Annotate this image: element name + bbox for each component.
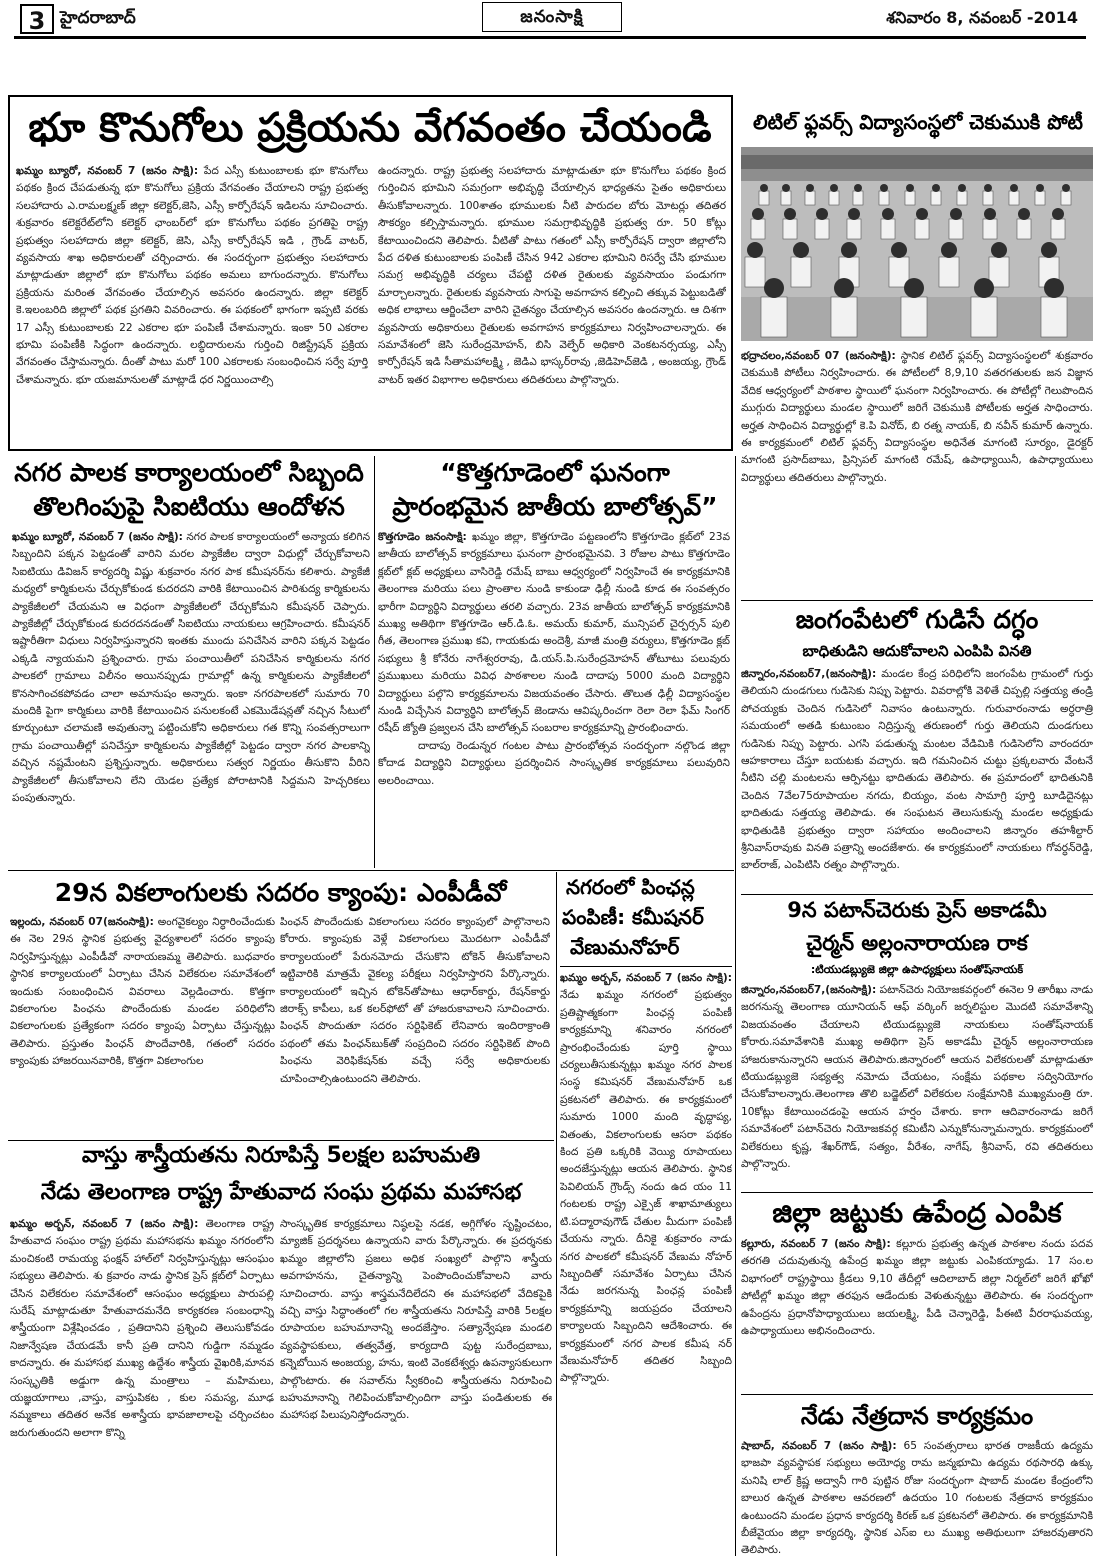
body-text: మండల కేంద్ర పరిధిలోని జంగంపేట గ్రామంలో గుర్తు తెలియని దుండగులు గుడిసెకు నిప్పు పెట్టారు. వివరాల్లోకి వెళితే చిప్పల్లి సత్తయ్య తండ్రి పోచయ్యకు చెందిన గుడిసెలో నివాసం ఉంటున్నారు. గురువారంనాడు అర్ధరాత్రి సమయంలో అతడి కుటుంబం నిద్రిస్తున్న తరుణంలో గుర్తు తెలియని దుండగులు గుడిసెకు నిప్పు పెట్టారు. ఎగసి పడుతున్న మంటల వేడిమికి గుడిసెలోని వారందరూ ఆహకారాలు చేస్తూ బయటకు వచ్చారు. ఇది గమనించిన చుట్టు ప్రక్కలవారు వేంటనే నీటిని చల్లి మంటలను ఆర్పినట్టు భాదితుడు తెలిపారు. ఈ ప్రమాదంలో భాదితునికి చెందిన 7వేల75రూపాయల నగదు, బియ్యం, వంట సామాగ్రి పూర్తి బూడిదైనట్లు భాదితుడు సత్తయ్య తెలిపాడు. ఈ సంఘటన తెలుసుకున్న మండల అధ్యక్షుడు భాధితుడికి ప్రభుత్వం ద్వారా సహాయం అందించాలని జిన్నారం తహశీల్దార్ శ్రీనివాస్‌రావుకు వినతి పత్రాన్ని అందజేశారు. ఈ కార్యక్రమంలో నాయకులు గోవర్ధన్‌రెడ్డి, బాల్‌రాజ్, ఎంపిటిసి రత్నం పాల్గొన్నారు.	[741, 668, 1093, 872]
column-divider	[556, 872, 557, 1556]
body-text: కల్లూరు ప్రభుత్వ ఉన్నత పాఠశాల నందు పదవ తరగతి చదువుతున్న ఉపేంద్ర ఖమ్మం జిల్లా జట్టుకు ఎంపికయ్యాడు. 17 సం.ల విభాగంలో రాష్ట్రస్థాయి క్రీడలు 9,10 తేదీల్లో ఆదిలాబాద్ జిల్లా నిర్మల్‌లో జరిగే ఖోఖో పోటీల్లో ఖమ్మం జిల్లా తరఫున ఆడేందుకు వెళుతున్నట్టు తెలిపారు. ఈ సందర్భంగా ఉపేంద్రను ప్రధానోపాధ్యాయులు జయలక్ష్మి, పీడి చెన్నారెడ్డి, పీఈటి వీరరాఘవయ్య, ఉపాధ్యాయులు అభినందించారు.	[741, 1238, 1093, 1338]
section-rule	[741, 1192, 1093, 1193]
dateline: భద్రాచలం,నవంబర్ 07 (జనంసాక్షి):	[741, 350, 896, 362]
headline-press-academy-line1: 9న పటాన్‌చెరుకు ప్రెస్ అకాడమీ	[787, 898, 1047, 922]
headline-upendra-selection: జిల్లా జట్టుకు ఉపేంద్ర ఎంపిక	[772, 1198, 1062, 1229]
dateline: షాబాద్, నవంబర్ 7 (జనం సాక్షి):	[741, 1440, 897, 1452]
headline-pension-distribution-line1: నగరంలో పింఛన్ల	[566, 876, 695, 899]
headline-citu-protest-line2: తొలగింపుపై సిఐటియు ఆందోళన	[33, 493, 345, 521]
issue-date: శనివారం 8, నవంబర్ -2014	[886, 8, 1078, 27]
article-land-purchase-col1	[16, 163, 368, 445]
headline-citu-protest-line1: నగర పాలక కార్యాలయంలో సిబ్బంది	[14, 459, 364, 487]
body-text: స్థానిక లిటిల్ ఫ్లవర్స్ విద్యాసంస్థలలో శుక్రవారం చెకుముకి పోటీలు నిర్వహించారు. ఈ పోటీలలో 8,9,10 వతరగతులకు జన విజ్ఞాన వేదిక ఆధ్వర్యంలో పాఠశాల స్థాయిలో ఘనంగా నిర్వహించారు. ఈ పోటీల్లో గెలుపొందిన ముగ్గురు విద్యార్థులు మండల స్థాయిలో జరిగే చెకుముకి పోటీలకు అర్హత సాధించారు. అర్హత సాధించిన విద్యార్థుల్లో కె.పి వినోద్, బి రత్న నాయక్, బి నవీన్ కుమార్ ఉన్నారు. ఈ కార్యక్రమంలో లిటిల్ ఫ్లవర్స్ విద్యాసంస్థల అధినేత మాగంటి సూర్యం, డైరక్టర్ మాగంటి ప్రసాద్‌బాబు, ప్రిన్సిపల్ మాగంటి రమేష్, ఉపాధ్యాయినీ, ఉపాధ్యాయులు విద్యార్థులు తదితరులు పాల్గొన్నారు.	[741, 350, 1093, 484]
students-exam-photo	[741, 147, 1093, 341]
headline-land-purchase: భూ కొనుగోలు ప్రక్రియను వేగవంతం చేయండి	[28, 105, 712, 151]
headline-chekumuki-contest: లిటిల్ ఫ్లవర్స్ విద్యాసంస్థలో చెకుముకి పోటీ	[752, 110, 1083, 134]
subhead-press-academy: :టియుడబ్ల్యుజె జిల్లా ఉపాధ్యక్షులు సంతోష్‌నాయక్	[810, 964, 1024, 976]
article-sadaram-camp-col1	[10, 914, 275, 1140]
article-vaastu-challenge-col1	[10, 1216, 274, 1556]
body-text: 65 సంవత్సరాలు భారత రాజకీయ ఉద్యమ భాజపా వ్యవస్థాపక సభ్యులు అయోధ్య రామ జన్మభూమి ఉద్యమ రథసారధి ఉక్కు మనిషి లాల్ క్రిష్ణ అద్వానీ గారి పుట్టిన రోజు సందర్భంగా షాబాద్ మండల కేంద్రంలోని బాలుర ఉన్నత పాఠశాల ఆవరణలో ఉదయం 10 గంటలకు నేత్రదాన కార్యక్రమం ఉంటుందని మండల ప్రధాన కార్యదర్శి కిరణ్ ఒక ప్రకటనలో తెలిపారు. ఈ కార్యక్రమానికి బీజేవైయం జిల్లా కార్యదర్శి, స్థానిక ఎస్ఐ లు ముఖ్య అతిథులుగా హాజరవుతారని తెలిపారు.	[741, 1440, 1093, 1557]
body-text: అంగవైకల్యం నిర్ధారించేందుకు ఈ నెల 29న స్థానిక ప్రభుత్వ వైద్యశాలలో సదరం క్యాంపు నిర్వహిస్తున్నట్లు ఎంపీడీవో నారాయణమ్మ తెలిపారు. బుధవారం స్థానిక కార్యాలయంలో ఏర్పాటు చేసిన విలేకరుల సమావేశంలో ఇందుకు సంబంధించిన వివరాలు వెల్లడించారు. కొత్తగా వికలాంగుల పింఛను పొందేందుకు మండల పరిధిలోని వికలాంగులకు ప్రత్యేకంగా సదరం క్యాంపు ఏర్పాటు చేస్తున్నట్లు తెలిపారు. ప్రస్తుతం పింఛన్ పొందేవారికి, గతంలో సదరం క్యాంపుకు హాజరయినవారికి, కొత్తగా వికలాంగుల	[10, 916, 275, 1068]
article-upendra-selection	[741, 1236, 1093, 1394]
dateline: ఖమ్మం అర్బన్, నవంబర్ 7 (జనం సాక్షి):	[10, 1218, 199, 1230]
column-divider	[374, 456, 375, 868]
newspaper-logo: జనంసాక్షి	[482, 2, 622, 32]
column-divider	[735, 456, 736, 1556]
article-chekumuki-contest	[741, 348, 1093, 598]
section-rule	[741, 894, 1093, 895]
dateline: జిన్నారం,నవంబర్7,(జనంసాక్షి):	[741, 984, 877, 996]
headline-balotsav-line2: ప్రారంభమైన జాతీయ బాలోత్సవ్”	[392, 493, 718, 521]
body-text: పింఛన్ పొందేందుకు వికలాంగులు సదరం క్యాంపులో పాల్గొనాలని కోరారు. క్యాంపుకు వెళ్లే వికలాంగులు మొదటగా ఎంపీడీవో కార్యాలయంలో పేరునమోదు చేసుకొని టోకెన్ తీసుకోవాలని ఇట్టివారికి మాత్రమే వైకల్య పరీక్షలు నిర్వహిస్తారని పేర్కొన్నారు. కార్యాలయంలో ఇచ్చిన టోకెన్‌తోపాటు ఆధార్‌కార్డు, రేషన్‌కార్డు జిరాక్స్ కాపీలు, ఒక కలర్‌ఫోటో తో హాజరుకావాలని సూచించారు. పింఛన్ పొందుతూ సదరం సర్టిఫికెట్ లేనివారు ఇందిరాక్రాంతి పథంలో తమ పింఛన్‌బుక్‌తో సంప్రదించి సదరం సర్టిఫికెట్ పొంది పింఛను వెరిఫికేషన్‌కు వచ్చే సర్వే అధికారులకు చూపించాల్సిఉంటుందని తెలిపారు.	[280, 916, 550, 1085]
body-text: పేద ఎస్సీ కుటుంబాలకు భూ కొనుగోలు పథకం క్రింద చేపడుతున్న భూ కొనుగోలు ప్రక్రియ వేగవంతం చేయాలని రాష్ట్ర ప్రభుత్వ సలహాదారు ఎ.రామలక్ష్మణ్ జిల్లా కలెక్టర్,జెసి, ఎస్సీ కార్పోరేషన్ ఇడిలను సూచించారు. శుక్రవారం కలెక్టరేట్‌లోని కలెక్టర్ ఛాంబర్‌లో భూ కొనుగోలు పథకం ప్రగతిపై రాష్ట్ర ప్రభుత్వం సలహాదారు జిల్లా కలెక్టర్, జెసి, ఎస్సీ కార్పోరేషన్ ఇడి , గ్రౌండ్ వాటర్, వ్యవసాయ శాఖ అధికారులతో చర్చించారు. ఈ సందర్భంగా ప్రభుత్వం సలహాదారు మాట్లాడుతూ జిల్లాలో భూ కొనుగోలు పథకం అమలు బాగుందన్నారు. కొనుగోలు ప్రక్రియను మరింత వేగవంతం చేయాల్సిన అవసరం ఉందన్నారు. జిల్లా కలెక్టర్ కె.ఇలంబరిది జిల్లాలో పథక ప్రగతిని వివరించారు. ఈ పథకంలో భాగంగా ఇప్పటి వరకు 17 ఎస్సీ కుటుంబాలకు 22 ఎకరాల భూ పంపిణీ చేశామన్నారు. ఇంకా 50 ఎకరాల భూమి పంపిణీకి సిద్ధంగా ఉందన్నారు. లబ్ధిదారులను గుర్తించి రిజిస్ట్రేషన్ ప్రక్రియ వేగవంతం చేస్తామన్నారు. దీంతో పాటు మరో 100 ఎకరాలకు సంబంధించిన సర్వే పూర్తి చేశామన్నారు. భూ యజమానులతో మాట్లాడే ధర నిర్ణయించాల్సి	[16, 165, 368, 386]
article-hut-fire	[741, 666, 1093, 894]
headline-vaastu-challenge-line1: వాస్తు శాస్త్రీయతను నిరూపిస్తే 5లక్షల బహుమతి	[81, 1143, 481, 1168]
dateline: ఇల్లందు, నవంబర్ 07(జనంసాక్షి):	[10, 916, 154, 928]
headline-vaastu-challenge-line2: నేడు తెలంగాణ రాష్ట్ర హేతువాద సంఘ ప్రథమ మహాసభ	[40, 1180, 522, 1205]
body-text: పటాన్‌చెరు నియోజకవర్గంలో ఈనెల 9 తారీఖు నాడు జరగనున్న తెలంగాణ యూనియన్ ఆఫ్ వర్కింగ్ జర్నలిస్టుల మొదటి సమావేశాన్ని విజయవంతం చేయాలని టియుడబ్ల్యుజె నాయకులు సంతోష్‌నాయక్ కోరారు.సమావేశానికి ముఖ్య అతిథిగా ప్రెస్ అకాడమీ చైర్మన్ అల్లంనారాయణ హాజరుకానున్నారని ఆయన తెలిపారు.జిన్నారంలో ఆయన విలేకరులతో మాట్లాడుతూ టియుడబ్ల్యుజె సభ్యత్వ నమోదు చేయటం, సంక్షేమ పథకాల సద్వినియోగం చేసుకోవాలన్నారు.తెలంగాణ తొలి బడ్జెట్‌లో విలేకరుల సంక్షేమానికి ముఖ్యమంత్రి రూ. 10కోట్లు కేటాయించడంపై ఆయన హర్షం చేశారు. కాగా ఆదివారంనాడు జరిగే సమావేశంలో పటాన్‌చెరు నియోజకవర్గ కమిటీని ఎన్నుకోనున్నామన్నారు. కార్యక్రమంలో విలేకరులు కృష్ణ, శేఖర్‌గౌడ్, సత్యం, వీరేశం, నాగేష్, శ్రీనివాస్, రవి తదితరులు పాల్గొన్నారు.	[741, 984, 1093, 1171]
section-rule	[741, 600, 1093, 601]
article-eye-donation	[741, 1438, 1093, 1558]
headline-hut-fire-line2: బాధితుడిని ఆదుకోవాలని ఎంపిపి వినతి	[802, 643, 1032, 660]
headline-eye-donation: నేడు నేత్రదాన కార్యక్రమం	[800, 1402, 1034, 1430]
dateline: ఖమ్మం అర్బన్, నవంబర్ 7 (జనం సాక్షి):	[560, 972, 732, 984]
article-vaastu-challenge-col2	[280, 1216, 552, 1556]
page-number: 3	[20, 4, 54, 34]
section-rule	[741, 1394, 1093, 1395]
article-land-purchase-col2	[378, 163, 726, 445]
body-text: ఉందన్నారు. రాష్ట్ర ప్రభుత్వ సలహాదారు మాట్లాడుతూ భూ కొనుగోలు పథకం క్రింద గుర్తించిన భూమిని సమగ్రంగా అభివృద్ధి చేయాల్సిన భాధ్యతను సైతం అధికారులు తీసుకోవాలన్నారు. 100శాతం భూములకు నీటి పారుదల బోరు మోటర్లు తదితర సౌకర్యం కల్పిస్తామన్నారు. భూముల సమగ్రాభివృద్ధికి ప్రభుత్వ రూ. 50 కోట్లు కేటాయించిందని తెలిపారు. వీటితో పాటు గతంలో ఎస్సీ కార్పోరేషన్ ద్వారా జిల్లాలోని పేద దళిత కుటుంబాలకు పంపిణీ చేసిన 942 ఎకరాల భూమిని రిసర్వే చేసి భూముల సమగ్ర అభివృద్ధికి చర్యలు చేపట్టి దళిత రైతులకు వ్యవసాయం పండుగగా మార్చాలన్నారు. రైతులకు వ్యవసాయ సాగుపై అవగాహన కల్పించి తక్కువ పెట్టుబడితో అధిక లాభాలు ఆర్జించేలా వారిని చైతన్యం చేయాల్సిన అవసరం ఉందన్నారు. ఆ దిశగా వ్యవసాయ అధికారులు రైతులకు అవగాహన కార్యక్రమాలు నిర్వహించాలన్నారు. ఈ సమావేశంలో జెసి సురేంద్రమోహన్, బిసి వెల్ఫేర్ అధికారి వెంకటనర్సయ్య, ఎస్సీ కార్పోరేషన్ ఇడి సీతామహాలక్ష్మి , జెడిఎ భాస్కర్‌రావు ,జెడిహెచ్‌జెడి , అంజయ్య, గ్రౌండ్ వాటర్ ఇతర విభాగాల అధికారులు తదితరులు పాల్గొన్నారు.	[378, 165, 726, 386]
article-balotsav	[378, 529, 730, 871]
body-text: నగర పాలక కార్యాలయంలో అన్యాయ కలిగిన సిబ్బందిని పక్కన పెట్టడంతో వారిని మరల ప్యాకేజీల ద్వారా విధుల్లో చేర్చుకోవాలని సిఐటియు డివిజన్ కార్యదర్శి విష్ణు శుక్రవారం నగర పాక కమీషనర్‌ను కలిశారు. ప్యాకేజీ మధ్యలో కార్మికులను చేర్చుకోకుండ కుదరదని వారికి కేటాయించిన పారిశుద్య కార్మికులను ప్యాకేజీలలో చేయమని ఆ విధంగా ప్యాకేజీలలో చేర్చుకోమని కమీషనర్ చెప్పారు. ప్యాకేజీల్లో చేర్చుకోకుండ కుదరదనడంతో సిఐటియు నాయకులు ఆగ్రహించారు. కమీషనర్ ఇష్టారీతిగా విధులు నిర్వహిస్తున్నారని ఇంతకు ముందు పనిచేసిన వారిని పక్కన పెట్టడం ఎక్కడి న్యాయమని ప్రశ్నించారు. గ్రామ పంచాయితీలో పనిచేసిన కార్మికులను నగర పాలకలో గ్రామాలు విలీనం అయినప్పుడు గ్రామాల్లో ఉన్న కార్మికులను ప్యాకేజీలలో కొనసాగించకపోవడం చాలా అమానుషం అన్నారు. ఇంకా నగరపాలకలో సుమారు 70 మందికి పైగా కార్మికులు వారికి కేటాయించిన పనులకంటే ఎకమొడేషన్లతో నచ్చిన సీటులో కూర్చుంటూ చలామణి అవుతున్నా పట్టించుకోని అధికారులు గత కొన్ని సంవత్సరాలుగా గ్రామ పంచాయితీల్లో పనిచేస్తూ కార్మికులను ప్యాకేజీల్లో పెట్టడం ద్వారా నగర పాలకాన్ని వచ్చిన నష్టమేంటని ప్రశ్నిస్తున్నారు. అధికారులు సత్వర నిర్ణయం తీసుకొని వీరిని ప్యాకేజీలలో తీసుకోవాలని లేని యెడల ప్రత్యేక పోరాటానికి సిద్దమని హెచ్చరికలు పంపుతున్నారు.	[12, 531, 370, 805]
dateline: కొత్తగూడెం జనంసాక్షి:	[378, 531, 467, 543]
dateline: జిన్నారం,నవంబర్7,(జనంసాక్షి):	[741, 668, 877, 680]
body-text: ఖమ్మం జిల్లా, కొత్తగూడెం పట్టణంలోని కొత్తగూడెం క్లబ్‌లో 23వ జాతీయ బాలోత్సవ్ కార్యక్రమాలు ఘనంగా ప్రారంభమైనవి. 3 రోజుల పాటు కొత్తగూడెం క్లబ్‌లో క్లబ్ అధ్యక్షులు వాసిరెడ్డి రమేష్ బాబు ఆధ్వర్యంలో నిర్వహించే ఈ కార్యక్రమానికి తెలంగాణ మరియు పలు ప్రాంతాల నుండి కాకుండా ఢిల్లీ నుండి కూడ ఈ సంవత్సరం భారీగా విద్యార్థిని విద్యార్థులు తరలి వచ్చారు. 23వ జాతీయ బాలోత్సవ్ కార్యక్రమానికి ముఖ్య అతిథిగా కొత్తగూడెం ఆర్.డి.ఓ. అమయ్ కుమార్, మున్సిపల్ చైర్పర్సన్ పులి గీత, తెలంగాణ ప్రముఖ కవి, గాయకుడు అందెశ్రీ, మాజీ మంత్రి వర్యులు, కొత్తగూడెం క్లబ్ సభ్యులు శ్రీ కోనేరు నాగేశ్వరరావు, డి.యస్.పి.సురేంద్రమోహన్ తోటూటు పలువురు ప్రముఖులు మరియు వివిధ పాఠశాలల నుండి దాదాపు 5000 మంది విద్యార్థిని విద్యార్థులు పల్గొని కార్యక్రమాలను విజయవంతం చేసారు. తొలుత ఢిల్లీ విద్యాసంస్థల నుండి విచ్చేసిన విద్యార్థిని బాలోత్సవ్ జెండాను ఆవిష్కరించగా రెలా రెలా ఫేమ్ సింగర్ రషీద్ జ్యోతి ప్రజ్వలన చేసి బాలోత్సవ్ సంబరాల కార్యక్రమాన్ని ప్రారంభించారు.	[378, 531, 730, 735]
section-rule	[560, 966, 732, 967]
edition-city: హైదరాబాద్	[60, 8, 136, 28]
body-text: సాంస్కృతిక కార్యక్రమాలు నిష్ఠలపై నడక, అగ్గిగోళం సృష్టించటం, మ్యాజిక్ ప్రదర్శనలు ఉన్నాయని వారు పేర్కొన్నారు. ఈ ప్రదర్శనకు ఖమ్మం జిల్లాలోని ప్రజలు అధిక సంఖ్యలో పాల్గొని శాస్త్రీయ అవగాహనను, చైతన్యాన్ని పెంపొందించుకోవాలని వారు సూచించారు. వాస్తు శాస్త్రమనేదిలేదని ఈ మహాసభలో వేదికపైకి వచ్చి వాస్తు సిద్ధాంతంలో గల శాస్త్రీయతను నిరూపిస్తే వారికి 5లక్షల రూపాయల బహుమానాన్ని అందజేస్తాం. సత్యాన్వేషణ మండలి వ్యవస్థాపకులు, తత్వవేత్త, కార్యదాది పుట్ట సురేంద్రబాబు, కన్నెబోయిన అంజయ్య, హను, ఇంటి వెంకటేశ్వర్లు ఉపన్యాసకులుగా పాల్గొంటారు. ఈ సవాల్‌ను స్వీకరించి శాస్త్రీయతను నిరూపించి బహుమానాన్ని గెలిపించుకోవాల్సిందిగా వాస్తు పండితులకు ఈ మహాసభ పిలుపునిస్తోందన్నారు.	[280, 1218, 552, 1422]
article-sadaram-camp-col2	[280, 914, 550, 1140]
section-rule	[8, 1140, 554, 1141]
article-citu-protest	[12, 529, 370, 871]
headline-balotsav-line1: “కొత్తగూడెంలో ఘనంగా	[440, 459, 670, 487]
section-rule	[8, 870, 734, 871]
body-text: తెలంగాణ రాష్ట్ర హేతువాద సంఘం రాష్ట్ర ప్రథమ మహాసభను ఖమ్మం నగరంలోని మంచికంటి రామయ్య ఫంక్షన్ హాల్‌లో నిర్వహిస్తున్నట్లు ఆసంఘం సభ్యులు తెలిపారు. శు క్రవారం నాడు స్థానిక ప్రెస్ క్లబ్‌లో ఏర్పాటు చేసిన విలేకరుల సమావేశంలో ఆసంఘం అధ్యక్షులు పారుపల్లి సురేష్ మాట్లాడుతూ హేతువాదమనేది కార్యకరణ సంబంధాన్ని శాస్త్రీయంగా విశ్లేషించడం , ప్రతిదానిని ప్రశ్నించి తెలుసుకోవడం నిజాన్వేషణ చేయడమే కానీ ప్రతి దానిని గుడ్డిగా నమ్మడం కాదన్నారు. ఈ మహాసభ ముఖ్య ఉద్దేశం శాస్త్రీయ వైఖరికి,మానవ సంస్కృతికి అడ్డుగా ఉన్న మంత్రాలు – మహిమలు, యజ్ఞయాగాలు ,వాస్తు, వాస్తుపికట , కుల సమస్య, మూఢ నమ్మకాలు తదితర అనేక అశాస్త్రీయ భావజాలాలపై చర్చించటం జరుగుతుందని అలాగా కొన్ని	[10, 1218, 274, 1439]
article-press-academy	[741, 982, 1093, 1192]
students-exam-illustration	[741, 147, 1093, 341]
headline-hut-fire-line1: జంగంపేటలో గుడిసే దగ్ధం	[795, 606, 1039, 634]
body-text: నేడు ఖమ్మం నగరంలో ప్రభుత్వం ప్రతిష్టాత్మకంగా పింఛన్ల పంపిణీ కార్యక్రమాన్ని శనివారం నగరంలో ప్రారంభించేందుకు పూర్తి స్థాయి చర్యలుతీసుకున్నట్లు ఖమ్మం నగర పాలక సంస్థ కమిషనర్ వేణుమనోహర్ ఒక ప్రకటనలో తెలిపారు. ఈ కార్యక్రమంలో సుమారు 1000 మంది వృద్ధాప్య, వితంతు, వికలాంగులకు ఆసరా పథకం కింద ప్రతి ఒక్కరికి వెయ్యి రూపాయలు అందజేస్తున్నట్లు ఆయన తెలిపారు. స్థానిక పెవిలియన్ గ్రౌండ్స్ నందు ఉద యం 11 గంటలకు రాష్ట్ర ఎక్సైజ్ శాఖామాత్యులు టి.పద్మారావుగౌడ్ చేతుల మీదుగా పంపిణీ చేయను న్నారు. దీనికై శుక్రవారం నాడు నగర పాలకలో కమీషనర్ వేణుమ నోహర్ సిబ్బందితో సమావేశం ఏర్పాటు చేసిన నేడు జరగనున్న పింఛన్ల పంపిణీ కార్యక్రమాన్ని జయప్రదం చేయాలని కార్యాలయ సిబ్బందిని ఆదేశించారు. ఈ కార్యక్రమంలో నగర పాలక కమీష నర్ వేణుమనోహర్ తదితర సిబ్బంది పాల్గొన్నారు.	[560, 989, 732, 1385]
dateline: కల్లూరు, నవంబర్ 7 (జనం సాక్షి):	[741, 1238, 891, 1250]
dateline: ఖమ్మం బ్యూరో, నవంబర్ 7 (జనం సాక్షి):	[16, 165, 199, 177]
masthead-rule	[14, 36, 1086, 39]
headline-pension-distribution-line3: వేణుమనోహర్	[570, 936, 680, 959]
headline-press-academy-line2: చైర్మన్ అల్లంనారాయణ రాక	[806, 931, 1028, 955]
article-pension-distribution	[560, 970, 732, 1554]
body-text: దాదాపు రెండున్నర గంటల పాటు ప్రారంభోత్సవ సందర్భంగా నల్గొండ జిల్లా కోదాడ విద్యార్థిని విద్యార్థులు ప్రదర్శించిన సాంస్కృతిక కార్యక్రమాలు పలువురిని అలరించాయి.	[378, 739, 730, 787]
headline-sadaram-camp: 29న వికలాంగులకు సదరం క్యాంపు: ఎంపీడీవో	[54, 878, 507, 907]
dateline: ఖమ్మం బ్యూరో, నవంబర్ 7 (జనం సాక్షి):	[12, 531, 183, 543]
headline-pension-distribution-line2: పంపిణీ: కమీషనర్	[562, 906, 704, 929]
